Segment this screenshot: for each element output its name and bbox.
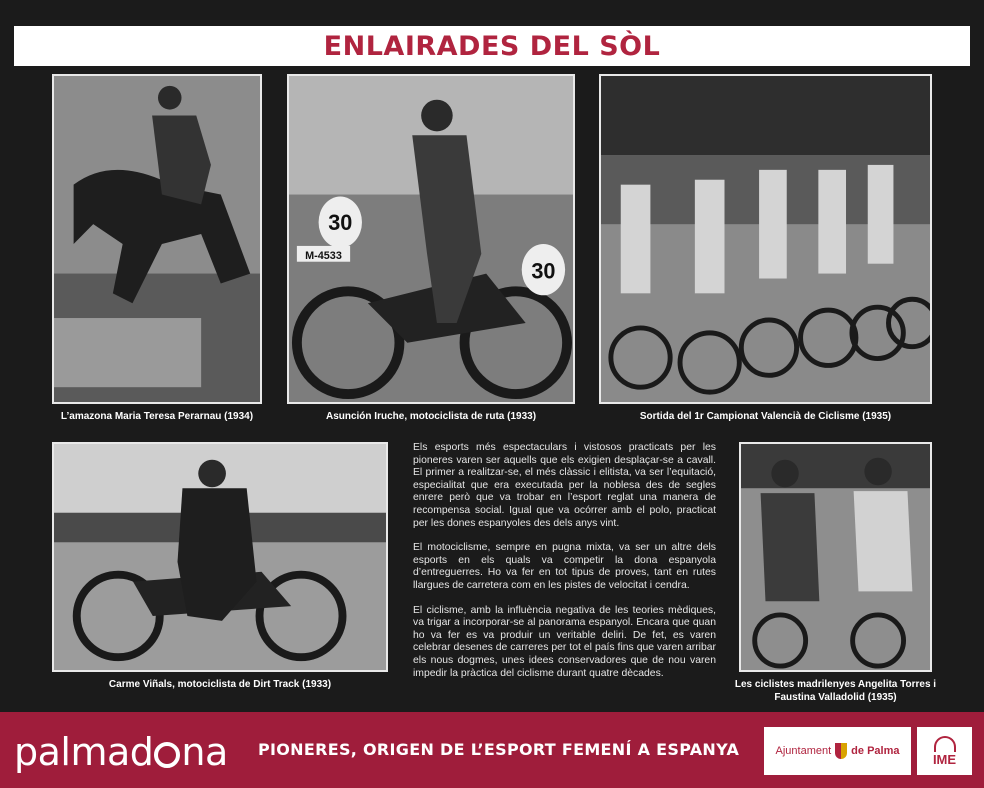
brand-text-right: na xyxy=(181,730,228,774)
photo-dirt-track xyxy=(52,442,388,672)
article-paragraph: Els esports més espectaculars i vistosos practicats per les pioneres varen ser aquells que els exigien desplaçar-se a cavall. El primer a realitzar-se, el més clàssic i elitista, va ser l’equitació, especialitat que era executada per la noblesa des de segles enrere però que va trobar en l’esport reglat una manera de recompensa social. Igual que va ocórrer amb el polo, practicat per les dones espanyoles des dels anys vint. xyxy=(413,442,716,529)
license-plate: M-4533 xyxy=(305,249,342,262)
cyclists-group-icon xyxy=(601,76,930,402)
brand-text-left: palmad xyxy=(14,730,154,774)
photo-cyclists-pair xyxy=(739,442,932,672)
horse-rider-icon xyxy=(54,76,260,402)
ime-arch-icon xyxy=(934,736,956,752)
caption-dirt-track: Carme Viñals, motociclista de Dirt Track (1933) xyxy=(108,679,332,690)
ime-label: IME xyxy=(932,752,957,767)
caption-cyclists-group: Sortida del 1r Campionat Valencià de Ciclisme (1935) xyxy=(639,411,892,422)
caption-horse-rider: L’amazona Maria Teresa Perarnau (1934) xyxy=(60,411,254,422)
crest-icon xyxy=(835,743,847,759)
ajuntament-logo xyxy=(764,727,911,775)
race-number-right: 30 xyxy=(531,258,556,284)
article-paragraph: El ciclisme, amb la influència negativa de les teories mèdiques, va trigar a incorporar-se al panorama espanyol. Encara que quan ho va fer es va produir un veritable deliri. De fet, es varen celebrar desenes de carreres per tot el país fins que varen arribar els nous dogmes, unes idees conservadores que de nou varen impedir la pràctica del ciclisme durant quatre dècades. xyxy=(413,604,716,679)
ajuntament-label: Ajuntament xyxy=(775,745,832,757)
caption-cyclists-pair: Les ciclistes madrilenyes Angelita Torres i Faustina Valladolid (1935) xyxy=(734,679,937,703)
article-paragraph: El motociclisme, sempre en pugna mixta, va ser un altre dels esports en els quals va competir la dona espanyola d’entreguerres. Ho va fer en tot tipus de proves, tant en rutes llargues de carretera com en les pistes de velocitat i cendra. xyxy=(413,542,716,591)
race-number-left: 30 xyxy=(328,210,353,236)
page-title: ENLAIRADES DEL SÒL xyxy=(323,30,661,62)
circle-o-icon xyxy=(154,742,180,768)
motorcyclist-icon xyxy=(289,76,573,402)
photo-motorcyclist xyxy=(287,74,575,404)
ajuntament-city: de Palma xyxy=(851,745,900,757)
photo-cyclists-group xyxy=(599,74,932,404)
footer-tagline: PIONERES, ORIGEN DE L’ESPORT FEMENÍ A ESPANYA xyxy=(258,740,740,759)
footer-bar xyxy=(0,712,984,788)
title-bar xyxy=(14,26,970,66)
caption-motorcyclist: Asunción Iruche, motociclista de ruta (1933) xyxy=(325,411,537,422)
palmadona-logo xyxy=(14,730,228,774)
photo-horse-rider xyxy=(52,74,262,404)
dirt-track-icon xyxy=(54,444,386,670)
cyclists-pair-icon xyxy=(741,444,930,670)
ime-logo xyxy=(917,727,972,775)
article-text xyxy=(413,442,716,692)
